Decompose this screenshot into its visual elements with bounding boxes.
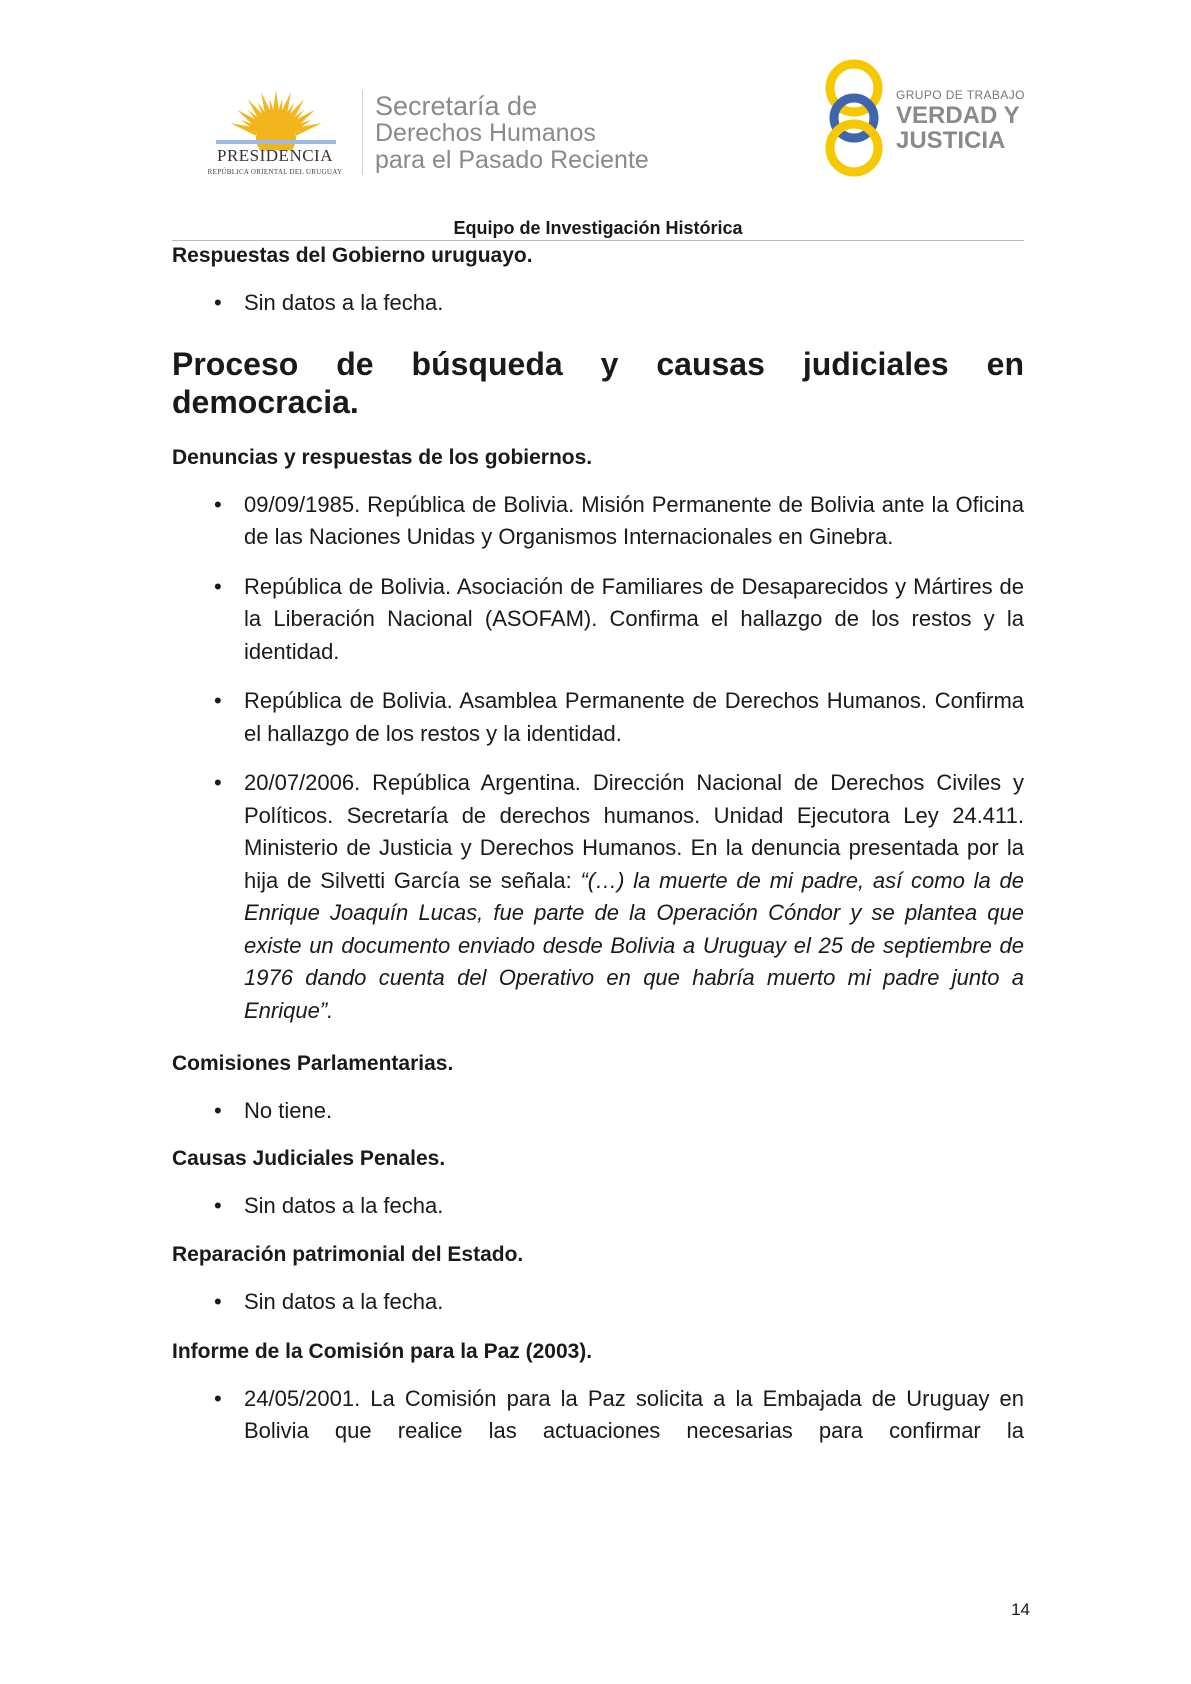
presidencia-logo: [196, 80, 356, 180]
heading-causas: Causas Judiciales Penales.: [172, 1146, 446, 1170]
list-item-text: Sin datos a la fecha.: [244, 1289, 444, 1314]
grupo-trabajo-line-1: VERDAD Y: [896, 102, 1020, 129]
list-comisiones: [172, 1095, 1024, 1128]
list-item: [172, 1095, 1024, 1128]
secretaria-line-1: Secretaría de: [375, 91, 538, 121]
secretaria-logo: [375, 92, 649, 174]
list-item-text: Sin datos a la fecha.: [244, 290, 444, 315]
quoted-testimony: “(…) la muerte de mi padre, así como la de Enrique Joaquín Lucas, fue parte de la Operación Cóndor y se plantea que existe un documento enviado desde Bolivia a Uruguay el 25 de septiembre de 1976 dando cuenta del Operativo en que habría muerto mi padre junto a Enrique”.: [244, 867, 1025, 1023]
page-number: 14: [1011, 1600, 1030, 1619]
grupo-trabajo-label: GRUPO DE TRABAJO: [896, 88, 1025, 102]
bullet-icon: •: [214, 573, 222, 599]
bullet-icon: •: [214, 491, 222, 517]
bullet-icon: •: [214, 1098, 222, 1123]
heading-denuncias: Denuncias y respuestas de los gobiernos.: [172, 445, 593, 469]
list-item-text: República de Bolivia. Asamblea Permanente de Derechos Humanos. Confirma el hallazgo de los restos y la identidad.: [244, 688, 1024, 746]
list-item: [172, 767, 1024, 1027]
list-item: [172, 1190, 1024, 1223]
bullet-icon: •: [214, 688, 222, 713]
list-item-text: 24/05/2001. La Comisión para la Paz solicita a la Embajada de Uruguay en Bolivia que realice las actuaciones necesarias para confirmar la: [244, 1385, 1024, 1443]
bullet-icon: •: [214, 1192, 222, 1218]
presidencia-name: PRESIDENCIA: [216, 146, 333, 165]
grupo-trabajo-logo: [820, 56, 1040, 186]
list-item: [172, 685, 1024, 750]
bullet-icon: •: [214, 1289, 222, 1314]
list-informe: [172, 1383, 1024, 1448]
logo-divider: [362, 90, 363, 175]
secretaria-line-2: Derechos Humanos: [375, 119, 596, 147]
secretaria-line-3: para el Pasado Reciente: [375, 146, 649, 174]
sun-emblem-icon: [196, 80, 356, 150]
heading-reparacion: Reparación patrimonial del Estado.: [172, 1243, 524, 1266]
list-item: [172, 1383, 1024, 1448]
team-title: Equipo de Investigación Histórica: [453, 218, 743, 238]
list-respuestas: [172, 287, 1024, 320]
list-item: [172, 1286, 1024, 1319]
presidencia-subtitle: REPÚBLICA ORIENTAL DEL URUGUAY: [207, 168, 343, 176]
heading-comisiones: Comisiones Parlamentarias.: [172, 1052, 454, 1075]
list-item: [172, 571, 1024, 669]
linked-rings-icon: [820, 56, 890, 186]
list-reparacion: [172, 1286, 1024, 1319]
list-causas: [172, 1190, 1024, 1223]
heading-respuestas: Respuestas del Gobierno uruguayo.: [172, 244, 533, 267]
grupo-trabajo-line-2: JUSTICIA: [896, 127, 1006, 154]
list-item-text: 20/07/2006. República Argentina. Dirección Nacional de Derechos Civiles y Políticos. Secretaría de derechos humanos. Unidad Ejecutora Ley 24.411. Ministerio de Justicia y Derechos Humanos. En la denuncia presentada por la hija de Silvetti García se señala:: [244, 770, 1024, 893]
section-title-proceso: Proceso de búsqueda y causas judiciales en democracia.: [172, 345, 1024, 420]
list-item: [172, 287, 1024, 320]
list-item-text: República de Bolivia. Asociación de Familiares de Desaparecidos y Mártires de la Liberación Nacional (ASOFAM). Confirma el hallazgo de los restos y la identidad.: [244, 573, 1024, 664]
list-denuncias: [172, 489, 1024, 1028]
list-item-text: Sin datos a la fecha.: [244, 1192, 444, 1218]
header-rule: [172, 240, 1024, 241]
list-item: [172, 489, 1024, 554]
bullet-icon: •: [214, 290, 222, 315]
bullet-icon: •: [214, 770, 222, 795]
list-item-text: 09/09/1985. República de Bolivia. Misión Permanente de Bolivia ante la Oficina de las Naciones Unidas y Organismos Internacionales en Ginebra.: [244, 491, 1024, 549]
heading-informe: Informe de la Comisión para la Paz (2003).: [172, 1339, 593, 1363]
list-item-text: No tiene.: [244, 1098, 333, 1123]
document-body: [172, 242, 1024, 1448]
bullet-icon: •: [214, 1385, 222, 1411]
page-header: [0, 0, 1191, 240]
